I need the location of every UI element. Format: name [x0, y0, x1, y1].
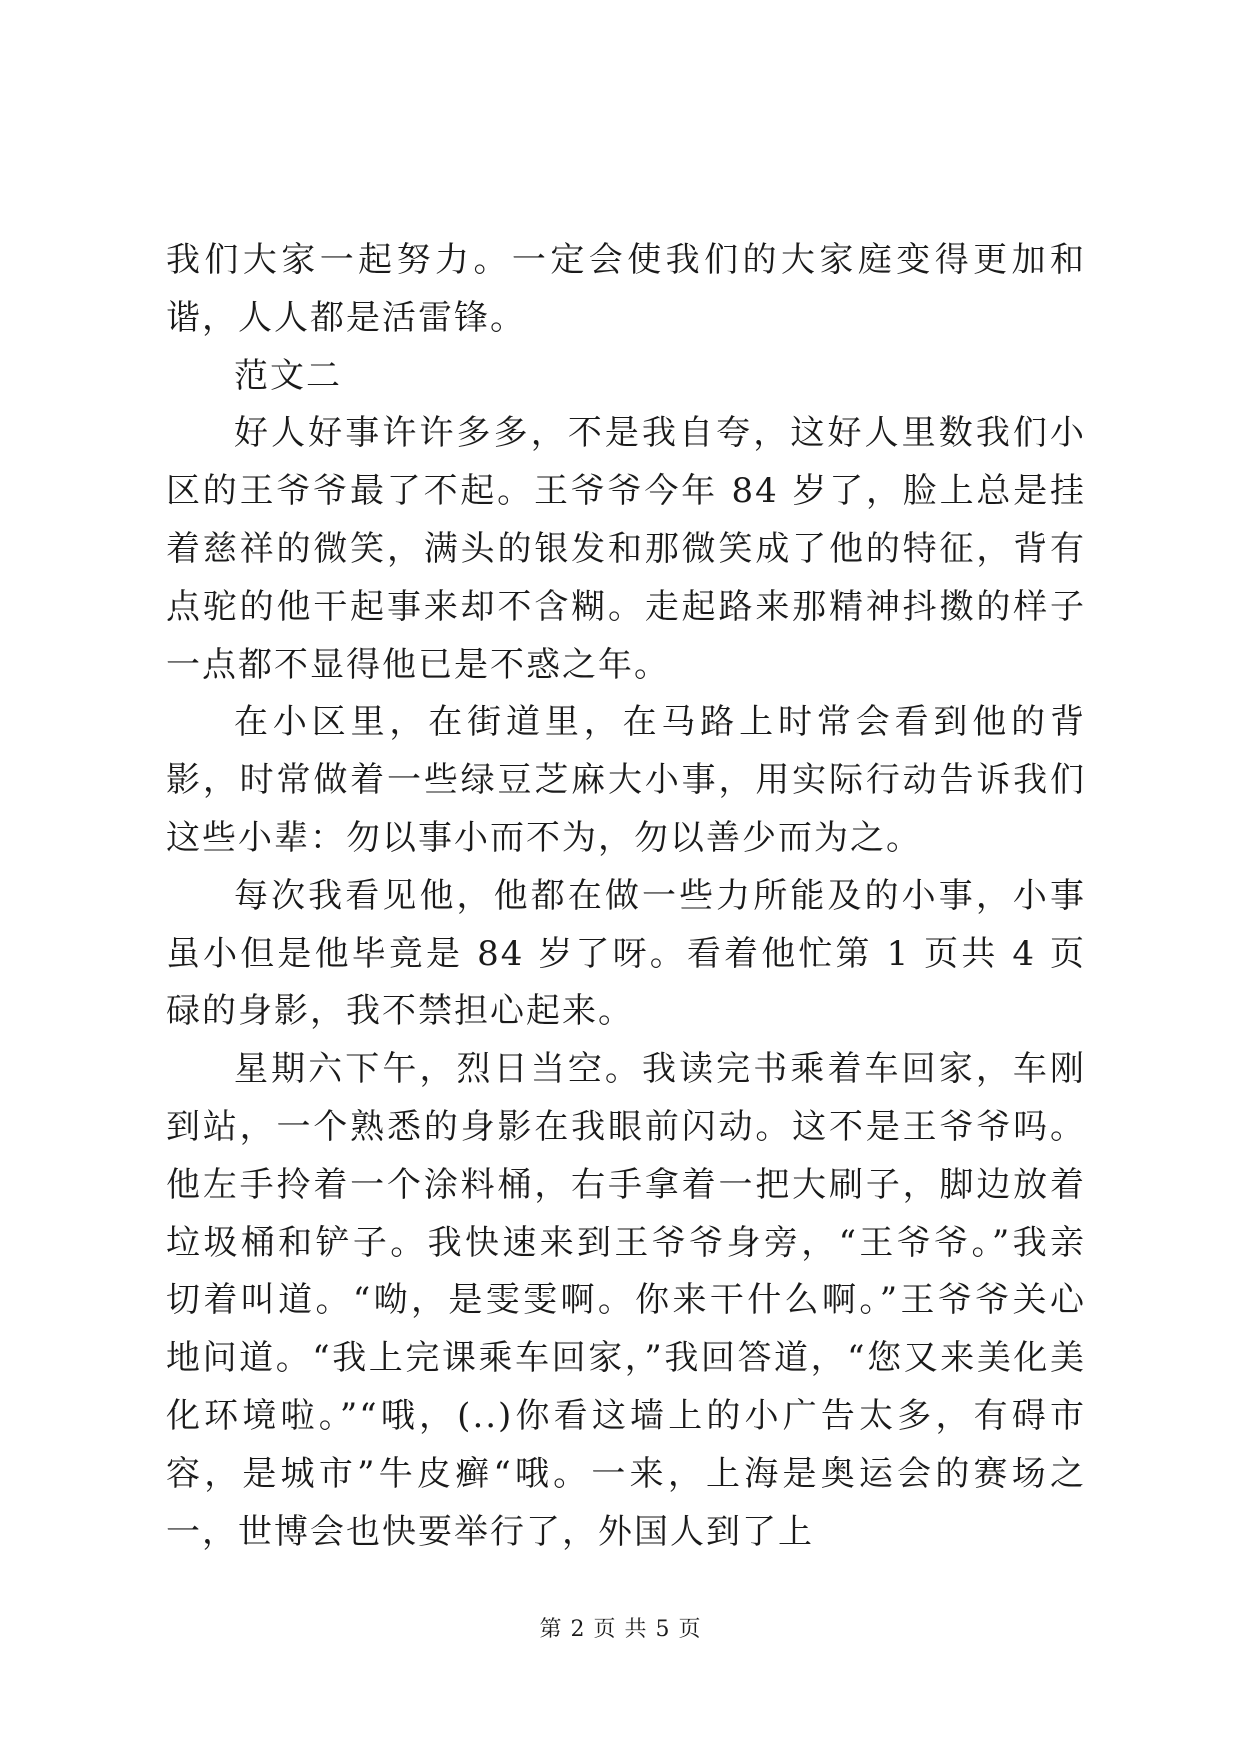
paragraph: 在小区里，在街道里，在马路上时常会看到他的背影，时常做着一些绿豆芝麻大小事，用实际行动告诉我们这些小辈：勿以事小而不为，勿以善少而为之。	[166, 702, 1086, 858]
page-footer: 第 2 页 共 5 页	[539, 1617, 702, 1642]
paragraph: 每次我看见他，他都在做一些力所能及的小事，小事虽小但是他毕竟是 84 岁了呀。看着他忙第 1 页共 4 页碌的身影，我不禁担心起来。	[166, 875, 1086, 1032]
paragraph-continuation: 我们大家一起努力。一定会使我们的大家庭变得更加和谐，人人都是活雷锋。	[166, 240, 1086, 338]
section-heading: 范文二	[234, 355, 342, 396]
paragraph: 好人好事许许多多，不是我自夸，这好人里数我们小区的王爷爷最了不起。王爷爷今年 84 岁了，脸上总是挂着慈祥的微笑，满头的银发和那微笑成了他的特征，背有点驼的他干起事来却不含糊。走起路来那精神抖擞的样子一点都不显得他已是不惑之年。	[166, 413, 1086, 685]
paragraph: 星期六下午，烈日当空。我读完书乘着车回家，车刚到站，一个熟悉的身影在我眼前闪动。这不是王爷爷吗。他左手拎着一个涂料桶，右手拿着一把大刷子，脚边放着垃圾桶和铲子。我快速来到王爷爷身旁，“王爷爷。”我亲切着叫道。“呦，是雯雯啊。你来干什么啊。”王爷爷关心地问道。“我上完课乘车回家，”我回答道，“您又来美化美化环境啦。”“哦，(..)你看这墙上的小广告太多，有碍市容，是城市”牛皮癣“哦。一来，上海是奥运会的赛场之一，世博会也快要举行了，外国人到了上	[166, 1049, 1086, 1552]
document-body	[166, 232, 1086, 1561]
